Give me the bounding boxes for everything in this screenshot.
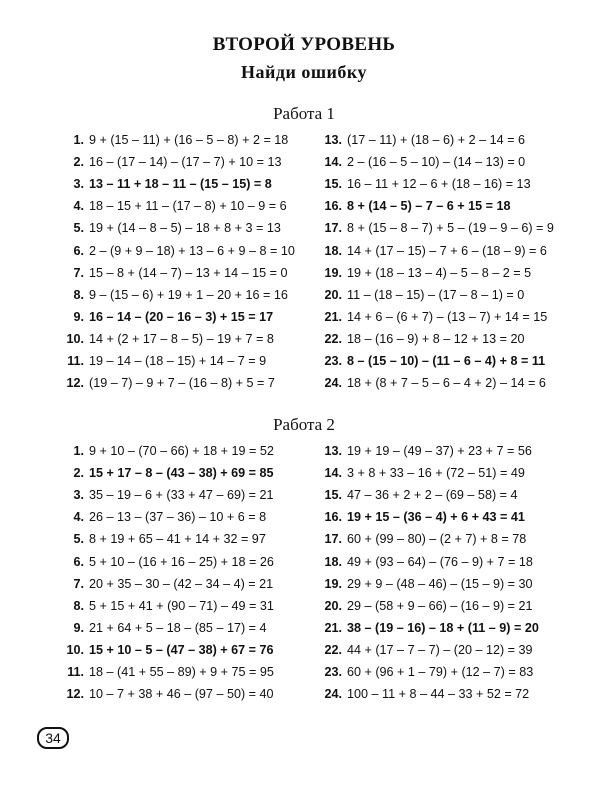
exercise-number: 24. [324,376,342,391]
exercise-row [62,173,272,195]
exercise-expression: 19 + 15 – (36 – 4) + 6 + 43 = 41 [347,510,525,525]
exercise-number: 11. [67,665,84,679]
exercise-row [320,528,526,550]
exercise-number: 20. [324,287,342,302]
exercise-row [320,195,511,217]
exercise-number: 20. [324,598,342,613]
exercise-number: 15. [324,177,342,192]
exercise-expression: 11 – (18 – 15) – (17 – 8 – 1) = 0 [347,287,525,302]
exercise-row [320,306,547,328]
exercise-row [62,240,295,262]
exercise-row [320,573,533,595]
exercise-row [320,217,554,239]
exercise-number: 23. [324,354,342,368]
exercise-expression: 18 – 15 + 11 – (17 – 8) + 10 – 9 = 6 [89,199,287,214]
exercise-expression: 35 – 19 – 6 + (33 + 47 – 69) = 21 [89,488,274,503]
exercise-number: 22. [324,642,342,657]
work-2-exercises [0,440,608,710]
exercise-expression: 60 + (99 – 80) – (2 + 7) + 8 = 78 [347,532,527,547]
exercise-number: 4. [73,199,84,214]
exercise-number: 3. [73,177,84,192]
exercise-number: 19. [324,576,342,591]
exercise-expression: 16 – 14 – (20 – 16 – 3) + 15 = 17 [89,309,274,324]
exercise-number: 12. [66,687,84,702]
page-subtitle: Найди ошибку [240,62,368,82]
exercise-row [320,440,532,462]
exercise-row [320,240,547,262]
exercise-number: 19. [324,265,342,280]
exercise-expression: 8 + (15 – 8 – 7) + 5 – (19 – 9 – 6) = 9 [347,221,554,236]
exercise-expression: 8 – (15 – 10) – (11 – 6 – 4) + 8 = 11 [347,354,546,368]
work-1-title: Работа 1 [273,104,335,123]
exercise-row [62,306,273,328]
exercise-number: 10. [66,331,84,346]
exercise-expression: 18 – (16 – 9) + 8 – 12 + 13 = 20 [347,331,525,346]
exercise-row [320,551,533,573]
exercise-expression: (19 – 7) – 9 + 7 – (16 – 8) + 5 = 7 [89,376,275,391]
exercise-row [320,129,525,151]
exercise-number: 5. [73,221,84,236]
exercise-row [320,639,533,661]
exercise-row [320,462,525,484]
exercise-row [62,551,274,573]
exercise-expression: 100 – 11 + 8 – 44 – 33 + 52 = 72 [347,687,530,702]
exercise-expression: 8 + (14 – 5) – 7 – 6 + 15 = 18 [347,199,511,214]
exercise-number: 7. [73,265,84,280]
exercise-row [62,195,287,217]
exercise-expression: 15 – 8 + (14 – 7) – 13 + 14 – 15 = 0 [89,265,288,280]
exercise-number: 13. [324,133,342,147]
exercise-expression: (17 – 11) + (18 – 6) + 2 – 14 = 6 [347,133,525,147]
exercise-row [62,217,281,239]
exercise-row [320,661,533,683]
exercise-number: 5. [73,532,84,547]
exercise-row [62,573,273,595]
exercise-row [62,151,282,173]
page-number-badge: 34 [37,727,69,749]
exercise-expression: 8 + 19 + 65 – 41 + 14 + 32 = 97 [89,532,266,547]
exercise-expression: 19 + (18 – 13 – 4) – 5 – 8 – 2 = 5 [347,265,532,280]
exercise-number: 23. [324,665,342,679]
exercise-number: 17. [324,532,342,547]
exercise-expression: 29 – (58 + 9 – 66) – (16 – 9) = 21 [347,598,533,613]
exercise-row [320,173,531,195]
exercise-number: 18. [324,243,342,258]
exercise-expression: 44 + (17 – 7 – 7) – (20 – 12) = 39 [347,642,533,657]
exercise-number: 1. [73,133,84,147]
exercise-number: 21. [324,309,342,324]
exercise-row [320,372,546,394]
exercise-row [62,617,267,639]
exercise-expression: 18 + (8 + 7 – 5 – 6 – 4 + 2) – 14 = 6 [347,376,546,391]
exercise-number: 6. [73,243,84,258]
exercise-number: 16. [324,510,342,525]
exercise-number: 8. [73,287,84,302]
exercise-number: 6. [73,554,84,569]
exercise-expression: 19 – 14 – (18 – 15) + 14 – 7 = 9 [89,354,267,368]
exercise-number: 11. [67,354,84,368]
exercise-expression: 5 + 15 + 41 + (90 – 71) – 49 = 31 [89,598,274,613]
exercise-number: 14. [324,155,342,170]
exercise-number: 3. [73,488,84,503]
exercise-number: 4. [73,510,84,525]
exercise-row [62,683,274,705]
exercise-number: 10. [66,642,84,657]
page-title: ВТОРОЙ УРОВЕНЬ [212,34,396,55]
exercise-row [320,151,525,173]
exercise-row [62,440,274,462]
exercise-row [320,284,524,306]
exercise-number: 16. [324,199,342,214]
exercise-row [62,506,266,528]
exercise-row [62,372,275,394]
exercise-number: 13. [324,444,342,458]
exercise-row [320,595,533,617]
exercise-expression: 60 + (96 + 1 – 79) + (12 – 7) = 83 [347,665,534,679]
exercise-expression: 2 – (16 – 5 – 10) – (14 – 13) = 0 [347,155,526,170]
exercise-expression: 16 – (17 – 14) – (17 – 7) + 10 = 13 [89,155,282,170]
exercise-expression: 18 – (41 + 55 – 89) + 9 + 75 = 95 [89,665,274,679]
exercise-number: 21. [324,620,342,635]
exercise-row [320,350,545,372]
exercise-row [62,595,274,617]
exercise-expression: 15 + 10 – 5 – (47 – 38) + 67 = 76 [89,642,274,657]
exercise-expression: 9 – (15 – 6) + 19 + 1 – 20 + 16 = 16 [89,287,288,302]
exercise-row [62,484,274,506]
exercise-expression: 14 + (17 – 15) – 7 + 6 – (18 – 9) = 6 [347,243,547,258]
exercise-number: 9. [73,309,84,324]
exercise-expression: 16 – 11 + 12 – 6 + (18 – 16) = 13 [347,177,531,192]
exercise-expression: 20 + 35 – 30 – (42 – 34 – 4) = 21 [89,576,274,591]
exercise-row [62,661,274,683]
exercise-row [320,328,525,350]
exercise-row [62,129,288,151]
exercise-expression: 10 – 7 + 38 + 46 – (97 – 50) = 40 [89,687,274,702]
exercise-expression: 26 – 13 – (37 – 36) – 10 + 6 = 8 [89,510,267,525]
exercise-expression: 13 – 11 + 18 – 11 – (15 – 15) = 8 [89,177,272,192]
exercise-number: 9. [73,620,84,635]
exercise-expression: 14 + (2 + 17 – 8 – 5) – 19 + 7 = 8 [89,331,274,346]
exercise-number: 22. [324,331,342,346]
exercise-number: 24. [324,687,342,702]
exercise-row [320,506,525,528]
exercise-expression: 2 – (9 + 9 – 18) + 13 – 6 + 9 – 8 = 10 [89,243,295,258]
exercise-expression: 19 + (14 – 8 – 5) – 18 + 8 + 3 = 13 [89,221,281,236]
exercise-number: 12. [66,376,84,391]
exercise-expression: 9 + (15 – 11) + (16 – 5 – 8) + 2 = 18 [89,133,289,147]
exercise-number: 7. [73,576,84,591]
exercise-row [62,284,288,306]
exercise-row [320,262,531,284]
exercise-row [62,462,274,484]
exercise-number: 2. [73,466,84,481]
exercise-expression: 14 + 6 – (6 + 7) – (13 – 7) + 14 = 15 [347,309,548,324]
exercise-row [320,683,529,705]
exercise-expression: 15 + 17 – 8 – (43 – 38) + 69 = 85 [89,466,274,481]
exercise-expression: 3 + 8 + 33 – 16 + (72 – 51) = 49 [347,466,525,481]
exercise-number: 8. [73,598,84,613]
exercise-number: 17. [324,221,342,236]
exercise-row [62,528,266,550]
exercise-expression: 49 + (93 – 64) – (76 – 9) + 7 = 18 [347,554,533,569]
exercise-row [62,639,274,661]
exercise-expression: 19 + 19 – (49 – 37) + 23 + 7 = 56 [347,444,532,458]
exercise-number: 18. [324,554,342,569]
exercise-number: 1. [73,444,84,458]
exercise-row [62,350,266,372]
exercise-expression: 21 + 64 + 5 – 18 – (85 – 17) = 4 [89,620,267,635]
exercise-expression: 47 – 36 + 2 + 2 – (69 – 58) = 4 [347,488,518,503]
exercise-number: 15. [324,488,342,503]
exercise-row [320,484,518,506]
exercise-row [62,262,288,284]
exercise-expression: 29 + 9 – (48 – 46) – (15 – 9) = 30 [347,576,533,591]
work-1-exercises [0,129,608,399]
exercise-row [62,328,274,350]
exercise-number: 14. [324,466,342,481]
work-2-title: Работа 2 [273,415,335,434]
exercise-number: 2. [73,155,84,170]
exercise-row [320,617,539,639]
exercise-expression: 38 – (19 – 16) – 18 + (11 – 9) = 20 [347,620,539,635]
exercise-expression: 5 + 10 – (16 + 16 – 25) + 18 = 26 [89,554,274,569]
exercise-expression: 9 + 10 – (70 – 66) + 18 + 19 = 52 [89,444,274,458]
